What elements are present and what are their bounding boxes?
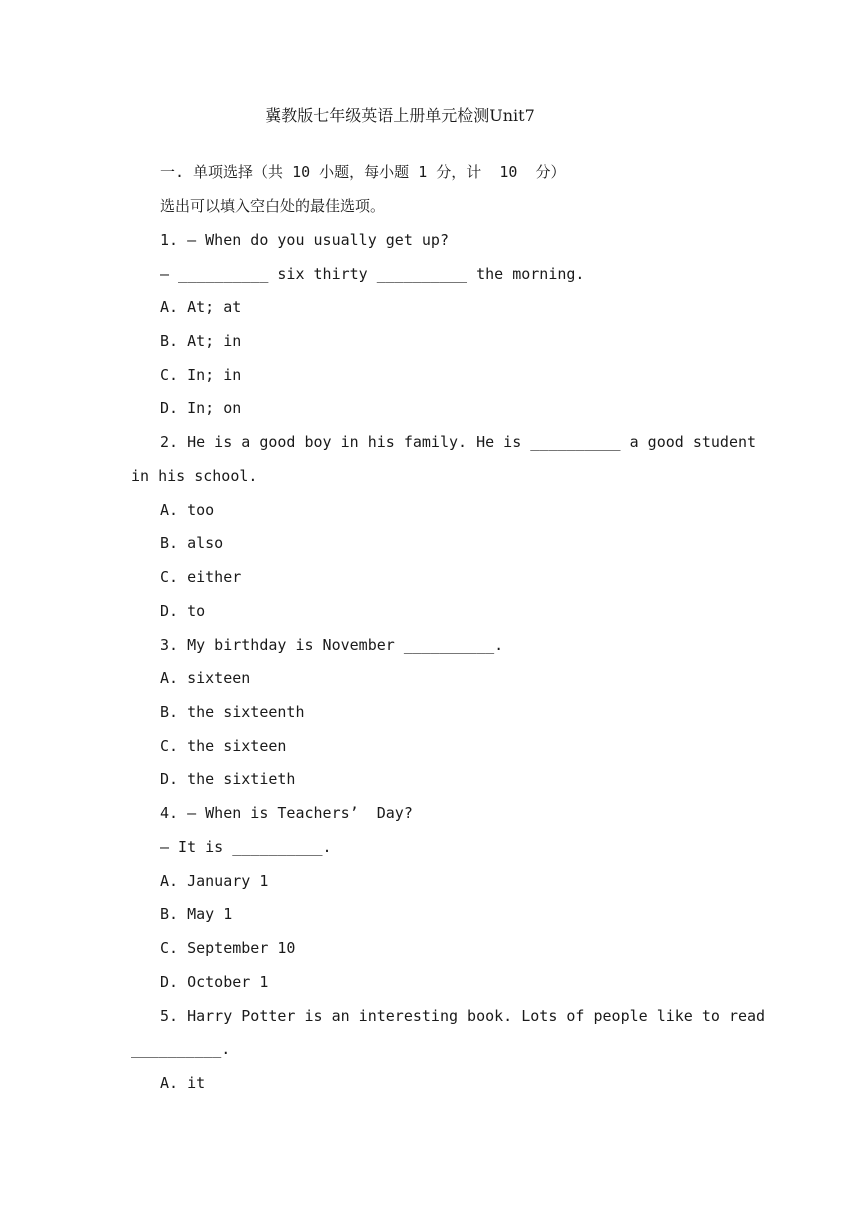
question-2-option-a: A. too bbox=[160, 501, 215, 519]
question-2-option-b: B. also bbox=[160, 534, 224, 552]
question-4-option-a: A. January 1 bbox=[160, 872, 269, 890]
question-4-answer-line: — It is __________. bbox=[160, 838, 332, 856]
question-3-option-b: B. the sixteenth bbox=[160, 703, 305, 721]
question-3-option-a: A. sixteen bbox=[160, 669, 251, 687]
question-1-stem: 1. — When do you usually get up? bbox=[160, 231, 449, 249]
question-5-stem: 5. Harry Potter is an interesting book. Lots of people like to read bbox=[160, 1007, 766, 1025]
question-4-option-b: B. May 1 bbox=[160, 905, 233, 923]
question-2-option-d: D. to bbox=[160, 602, 206, 620]
question-1-option-c: C. In; in bbox=[160, 366, 242, 384]
document-title: 冀教版七年级英语上册单元检测Unit7 bbox=[265, 106, 535, 125]
section-heading: 一. 单项选择（共 10 小题，每小题 1 分，计 10 分） bbox=[160, 163, 566, 181]
question-4-stem: 4. — When is Teachers’ Day? bbox=[160, 804, 413, 822]
question-1-option-a: A. At; at bbox=[160, 298, 242, 316]
question-2-stem: 2. He is a good boy in his family. He is __________ a good student bbox=[160, 433, 757, 451]
question-4-option-d: D. October 1 bbox=[160, 973, 269, 991]
question-1-option-d: D. In; on bbox=[160, 399, 242, 417]
question-5-stem-continued: __________. bbox=[131, 1040, 231, 1058]
question-5-option-a: A. it bbox=[160, 1074, 206, 1092]
question-2-option-c: C. either bbox=[160, 568, 242, 586]
question-1-answer-line: — __________ six thirty __________ the morning. bbox=[160, 265, 585, 283]
question-1-option-b: B. At; in bbox=[160, 332, 242, 350]
question-3-option-d: D. the sixtieth bbox=[160, 770, 296, 788]
section-instruction: 选出可以填入空白处的最佳选项。 bbox=[160, 197, 386, 215]
question-3-stem: 3. My birthday is November __________. bbox=[160, 636, 504, 654]
question-2-stem-continued: in his school. bbox=[131, 467, 258, 485]
question-4-option-c: C. September 10 bbox=[160, 939, 296, 957]
question-3-option-c: C. the sixteen bbox=[160, 737, 287, 755]
